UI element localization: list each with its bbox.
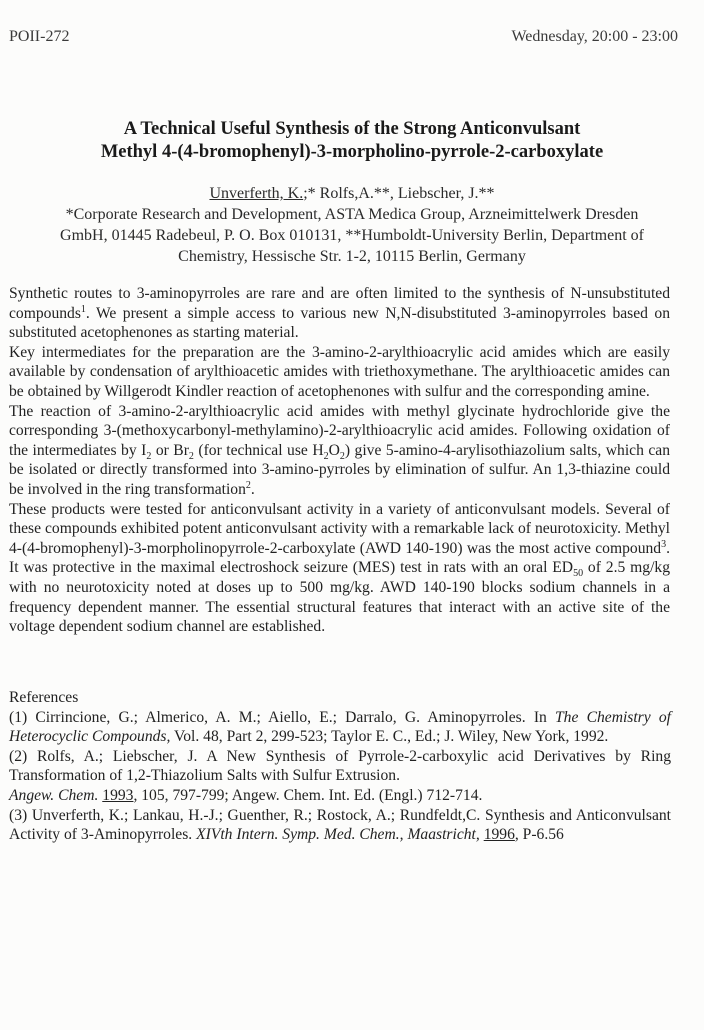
title-line-2: Methyl 4-(4-bromophenyl)-3-morpholino-pyrrole-2-carboxylate bbox=[100, 142, 604, 162]
references-heading: References bbox=[9, 689, 79, 706]
paragraph-4 bbox=[9, 500, 670, 637]
co-authors: ;* Rolfs,A.**, Liebscher, J.** bbox=[303, 185, 495, 202]
ref3-text: (3) Unverferth, K.; Lankau, H.-J.; Guenther, R.; Rostock, A.; Rundfeldt,C. Synthesis and Anticonvulsant Activity of 3-Aminopyrroles. bbox=[9, 806, 671, 844]
citation-1: 1 bbox=[80, 303, 86, 315]
reference-3 bbox=[9, 806, 671, 845]
abstract-code: POII-272 bbox=[9, 28, 70, 45]
ref3-conference: XIVth Intern. Symp. Med. Chem., Maastricht, bbox=[196, 826, 480, 844]
p4-text: These products were tested for anticonvulsant activity in a variety of anticonvulsant models. Several of these compounds exhibited potent anticonvulsant activity with a remarkable lack of neurotoxicity. Methyl 4-(4-bromophenyl)-3-morpholinopyrrole-2-carboxylate (AWD 140-190) was the most active compound bbox=[9, 500, 670, 557]
ref1-text: (1) Cirrincione, G.; Almerico, A. M.; Aiello, E.; Darralo, G. Aminopyrroles. In bbox=[9, 708, 555, 726]
affiliation-line-2: GmbH, 01445 Radebeul, P. O. Box 010131, **Humboldt-University Berlin, Department of bbox=[60, 227, 644, 244]
p3-text: or Br bbox=[151, 441, 189, 459]
p3-text: ) give 5-amino-4-arylisothiazolium salts, which can be isolated or directly transformed into 3-amino-pyrroles by elimination of sulfur. An 1,3-thiazine could be involved in the ring transformation bbox=[9, 441, 670, 498]
reference-2 bbox=[9, 747, 671, 806]
subscript: 2 bbox=[188, 450, 194, 462]
session-time: Wednesday, 20:00 - 23:00 bbox=[511, 28, 678, 45]
ref1-text-cont: Vol. 48, Part 2, 299-523; Taylor E. C., Ed.; J. Wiley, New York, 1992. bbox=[170, 728, 609, 746]
abstract-body bbox=[9, 284, 670, 637]
authors-block bbox=[0, 183, 704, 267]
citation-2: 2 bbox=[245, 479, 251, 491]
ref2-journal: Angew. Chem. bbox=[9, 786, 99, 804]
citation-3: 3 bbox=[661, 538, 667, 550]
ref1-book-title: The Chemistry of Heterocyclic Compounds, bbox=[9, 708, 671, 746]
p4-text: . It was protective in the maximal electroshock seizure (MES) test in rats with an oral ED bbox=[9, 539, 670, 577]
subscript: 2 bbox=[146, 450, 152, 462]
author-list bbox=[0, 183, 704, 204]
ref3-year: 1996 bbox=[483, 826, 515, 844]
p1-text-cont: . We present a simple access to various new N,N-disubstituted 3-aminopyrroles based on substituted acetophenones as starting material. bbox=[9, 304, 670, 342]
p1-text: Synthetic routes to 3-aminopyrroles are rare and are often limited to the synthesis of N-unsubstituted compounds bbox=[9, 285, 670, 322]
references-section bbox=[9, 688, 671, 845]
presenting-author: Unverferth, K. bbox=[209, 185, 304, 202]
subscript: 2 bbox=[323, 450, 329, 462]
p3-text: The reaction of 3-amino-2-arylthioacrylic acid amides with methyl glycinate hydrochloride give the corresponding 3-(methoxycarbonyl-methylamino)-2-arylthioacrylic acid amides. Following oxidation of the intermediates by I bbox=[9, 402, 670, 459]
document-title bbox=[0, 118, 704, 164]
p3-text: O bbox=[328, 441, 340, 459]
reference-1 bbox=[9, 708, 671, 747]
paragraph-1 bbox=[9, 284, 670, 343]
paragraph-3 bbox=[9, 402, 670, 500]
subscript: 2 bbox=[339, 450, 345, 462]
p4-text: of 2.5 mg/kg with no neurotoxicity noted at doses up to 500 mg/kg. AWD 140-190 blocks sodium channels in a frequency dependent manner. The essential structural features that interact with an active site of the voltage dependent sodium channel are established. bbox=[9, 559, 671, 636]
ref2-text: (2) Rolfs, A.; Liebscher, J. A New Synthesis of Pyrrole-2-carboxylic acid Derivatives by Ring Transformation of 1,2-Thiazolium Salts with Sulfur Extrusion. bbox=[9, 747, 671, 785]
affiliation-line-1: *Corporate Research and Development, ASTA Medica Group, Arzneimittelwerk Dresden bbox=[65, 206, 639, 223]
ref3-text-cont: , P-6.56 bbox=[514, 826, 564, 844]
subscript: 50 bbox=[573, 568, 584, 580]
ref2-year: 1993 bbox=[102, 786, 134, 804]
p3-text: . bbox=[250, 480, 255, 498]
title-line-1: A Technical Useful Synthesis of the Strong Anticonvulsant bbox=[123, 119, 581, 139]
affiliation-line-3: Chemistry, Hessische Str. 1-2, 10115 Berlin, Germany bbox=[178, 248, 526, 265]
paragraph-2: Key intermediates for the preparation are the 3-amino-2-arylthioacrylic acid amides which are easily available by condensation of arylthioacetic amides with triethoxymethane. The arylthioacetic amides can be obtained by Willgerodt Kindler reaction of acetophenones with sulfur and the corresponding amine. bbox=[9, 343, 670, 400]
p3-text: (for technical use H bbox=[193, 441, 324, 459]
ref2-text-cont: , 105, 797-799; Angew. Chem. Int. Ed. (Engl.) 712-714. bbox=[133, 786, 483, 804]
